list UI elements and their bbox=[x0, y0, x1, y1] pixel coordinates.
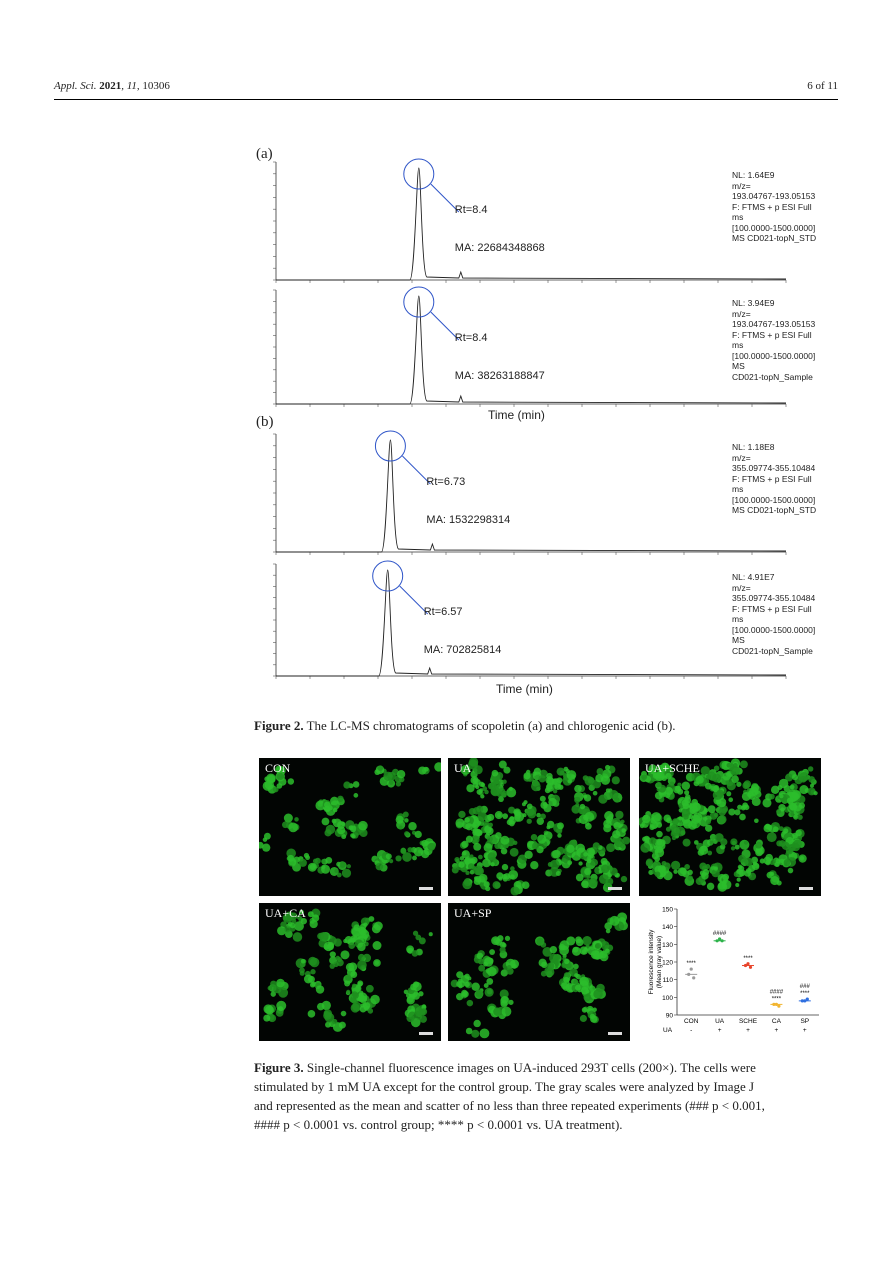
figure-3-caption-line-1: Single-channel fluorescence images on UA-induced 293T cells (200×). The cells were bbox=[306, 1060, 756, 1075]
chart-y-tick-label: 100 bbox=[662, 994, 673, 1002]
figure-3-caption bbox=[254, 1058, 844, 1134]
trace-info bbox=[732, 442, 816, 516]
image-label: UA bbox=[454, 761, 472, 775]
retention-time-label: Rt=6.73 bbox=[426, 476, 466, 488]
chart-annotation: **** bbox=[800, 991, 810, 998]
trace-info-line: m/z= bbox=[732, 308, 751, 319]
image-label: UA+SCHE bbox=[645, 761, 700, 775]
peak-area-label: MA: 1532298314 bbox=[426, 514, 511, 526]
trace-info-line: [100.0000-1500.0000] bbox=[732, 494, 816, 505]
chromatogram-trace bbox=[276, 296, 786, 404]
fluorescence-chart bbox=[639, 903, 829, 1041]
chart-annotation: #### bbox=[769, 989, 784, 996]
chart-point bbox=[806, 998, 809, 1001]
chart-y-tick-label: 130 bbox=[662, 941, 673, 949]
chart-annotation: **** bbox=[743, 955, 753, 962]
figure-2-caption-text: The LC-MS chromatograms of scopoletin (a) and chlorogenic acid (b). bbox=[306, 718, 676, 733]
chart-ua-marker: + bbox=[774, 1027, 779, 1034]
xlabel-bottom: Time (min) bbox=[496, 682, 553, 696]
trace-info-line: MS CD021-topN_STD bbox=[732, 233, 817, 243]
journal-volume: 11 bbox=[126, 80, 137, 92]
scale-bar bbox=[419, 887, 433, 890]
chromatogram-1 bbox=[273, 159, 786, 283]
fluorescence-image bbox=[259, 758, 441, 896]
trace-info-line: 193.04767-193.05153 bbox=[732, 191, 816, 201]
retention-time-label: Rt=8.4 bbox=[454, 204, 488, 216]
chromatogram-2 bbox=[273, 287, 786, 407]
peak-circle bbox=[375, 431, 405, 461]
chart-point bbox=[749, 966, 752, 969]
trace-info-line: [100.0000-1500.0000] bbox=[732, 350, 816, 361]
chart-ua-marker: - bbox=[690, 1027, 693, 1034]
trace-info-line: NL: 4.91E7 bbox=[732, 572, 775, 582]
trace-info-line: m/z= bbox=[732, 180, 751, 191]
chart-y-tick-label: 140 bbox=[662, 924, 673, 932]
fluorescence-image bbox=[639, 758, 821, 896]
peak-area-label: MA: 702825814 bbox=[423, 644, 502, 656]
journal-year: 2021 bbox=[99, 80, 122, 92]
chart-annotation: #### bbox=[712, 931, 727, 938]
chromatogram-trace bbox=[276, 440, 786, 552]
scale-bar bbox=[799, 887, 813, 890]
peak-circle bbox=[404, 159, 434, 189]
trace-info-line: CD021-topN_Sample bbox=[732, 645, 813, 656]
panel-a-label: (a) bbox=[256, 146, 273, 162]
xlabel-top: Time (min) bbox=[488, 408, 545, 422]
chromatogram-4 bbox=[273, 561, 786, 679]
chromatogram-trace bbox=[276, 168, 786, 280]
peak-circle bbox=[404, 287, 434, 317]
trace-info-line: MS CD021-topN_STD bbox=[732, 505, 817, 515]
chart-point bbox=[721, 939, 724, 942]
trace-info-line: ms bbox=[732, 212, 744, 222]
fluorescence-image bbox=[448, 758, 630, 896]
trace-info-line: MS bbox=[732, 361, 745, 371]
trace-info-line: [100.0000-1500.0000] bbox=[732, 222, 816, 233]
trace-info-line: CD021-topN_Sample bbox=[732, 371, 813, 382]
chart-annotation: **** bbox=[771, 996, 782, 1003]
chart-y-tick-label: 120 bbox=[662, 959, 673, 967]
fluorescence-image bbox=[259, 903, 441, 1041]
journal-name: Appl. Sci. bbox=[54, 80, 97, 92]
trace-info-line: F: FTMS + p ESI Full bbox=[732, 201, 812, 212]
scale-bar bbox=[608, 1032, 622, 1035]
figure-2-caption bbox=[254, 716, 676, 735]
figure-3-caption-label: Figure 3. bbox=[254, 1060, 304, 1075]
peak-circle bbox=[373, 561, 403, 591]
trace-info-line: ms bbox=[732, 340, 744, 350]
running-header-left: Appl. Sci. 2021, 11, 10306 bbox=[54, 80, 170, 92]
peak-area-label: MA: 38263188847 bbox=[454, 370, 545, 382]
trace-info-line: 193.04767-193.05153 bbox=[732, 319, 816, 329]
chart-annotation: **** bbox=[686, 961, 696, 968]
cell-clusters bbox=[448, 758, 630, 896]
image-label: UA+CA bbox=[265, 906, 306, 920]
trace-info-line: [100.0000-1500.0000] bbox=[732, 624, 816, 635]
trace-info-line: F: FTMS + p ESI Full bbox=[732, 329, 812, 340]
chart-category-label: SP bbox=[800, 1018, 810, 1025]
cell-clusters bbox=[639, 758, 821, 896]
chart-ua-marker: + bbox=[802, 1027, 807, 1034]
chart-category-label: CA bbox=[771, 1018, 781, 1025]
chart-point bbox=[746, 962, 749, 965]
panel-b-label: (b) bbox=[256, 414, 274, 430]
figure-3-caption-line-2: stimulated by 1 mM UA except for the control group. The gray scales were analyzed by Image J bbox=[254, 1079, 755, 1094]
trace-info bbox=[732, 170, 816, 244]
fluorescence-image bbox=[448, 903, 630, 1041]
scale-bar bbox=[608, 887, 622, 890]
peak-area-label: MA: 22684348868 bbox=[454, 242, 545, 254]
trace-info bbox=[732, 572, 815, 656]
cell-clusters bbox=[448, 903, 630, 1041]
figure-3-caption-line-3: and represented as the mean and scatter of no less than three repeated experiments (### p < 0.001, bbox=[254, 1098, 765, 1113]
image-label: UA+SP bbox=[454, 906, 492, 920]
chart-category-label: UA bbox=[715, 1018, 725, 1025]
figure-2-caption-label: Figure 2. bbox=[254, 718, 304, 733]
chart-point bbox=[690, 967, 693, 970]
trace-info-line: ms bbox=[732, 484, 744, 494]
cell-clusters bbox=[259, 903, 441, 1041]
chart-y-tick-label: 110 bbox=[662, 977, 673, 985]
chart-y-label: Fluorescence intensity(Mean gray value) bbox=[648, 929, 663, 995]
trace-info-line: F: FTMS + p ESI Full bbox=[732, 603, 812, 614]
image-label: CON bbox=[265, 761, 291, 775]
cell-clusters bbox=[259, 758, 441, 896]
chart-point bbox=[687, 973, 690, 976]
trace-info-line: m/z= bbox=[732, 582, 751, 593]
chart-y-tick-label: 150 bbox=[662, 906, 673, 914]
trace-info-line: 355.09774-355.10484 bbox=[732, 593, 816, 603]
figure-2 bbox=[256, 142, 836, 702]
chart-category-label: CON bbox=[683, 1018, 699, 1025]
header-rule bbox=[54, 99, 838, 100]
chart-annotation: ### bbox=[799, 984, 810, 991]
trace-info-line: MS bbox=[732, 635, 745, 645]
trace-info-line: m/z= bbox=[732, 452, 751, 463]
trace-info-line: 355.09774-355.10484 bbox=[732, 463, 816, 473]
trace-info-line: NL: 1.18E8 bbox=[732, 442, 775, 452]
scale-bar bbox=[419, 1032, 433, 1035]
chart-y-tick-label: 90 bbox=[665, 1012, 673, 1020]
trace-info-line: F: FTMS + p ESI Full bbox=[732, 473, 812, 484]
chart-ua-marker: + bbox=[717, 1027, 722, 1034]
figure-3-caption-line-4: #### p < 0.0001 vs. control group; **** p < 0.0001 vs. UA treatment). bbox=[254, 1117, 623, 1132]
retention-time-label: Rt=6.57 bbox=[423, 606, 463, 618]
page-number: 6 of 11 bbox=[807, 80, 838, 92]
trace-info-line: NL: 3.94E9 bbox=[732, 298, 775, 308]
retention-time-label: Rt=8.4 bbox=[454, 332, 488, 344]
chart-point bbox=[692, 976, 695, 979]
trace-info-line: NL: 1.64E9 bbox=[732, 170, 775, 180]
trace-info-line: ms bbox=[732, 614, 744, 624]
chart-point bbox=[777, 1005, 780, 1008]
chart-ua-marker: + bbox=[746, 1027, 750, 1034]
article-number: 10306 bbox=[142, 80, 170, 92]
chart-category-label: SCHE bbox=[738, 1018, 758, 1025]
chart-ua-row-label: UA bbox=[663, 1027, 673, 1034]
chromatogram-trace bbox=[276, 570, 786, 676]
trace-info bbox=[732, 298, 815, 382]
chromatogram-3 bbox=[273, 431, 786, 555]
